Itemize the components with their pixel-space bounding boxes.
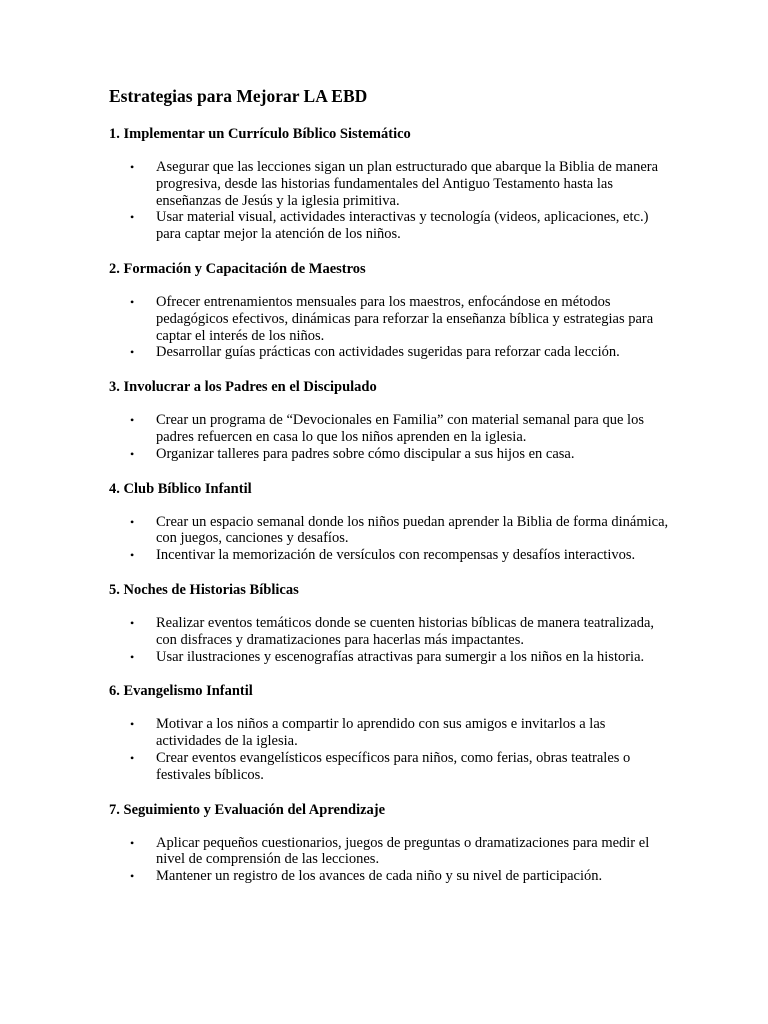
list-item-text: Aplicar pequeños cuestionarios, juegos de preguntas o dramatizaciones para medir el nivel de comprensión de las lecciones. [156,834,650,868]
bullet-icon: • [130,649,135,664]
bullet-list [109,294,669,361]
bullet-icon: • [130,294,135,309]
section-4 [109,480,669,564]
list-item-text: Incentivar la memorización de versículos con recompensas y desafíos interactivos. [156,547,636,564]
bullet-icon: • [130,514,135,529]
list-item [109,344,669,361]
bullet-icon: • [130,717,135,732]
list-item [109,835,669,869]
bullet-icon: • [130,413,135,428]
list-item [109,446,669,463]
bullet-list [109,412,669,462]
list-item [109,547,669,564]
bullet-icon: • [130,548,135,563]
list-item-text: Crear un programa de “Devocionales en Familia” con material semanal para que los padres refuercen en casa lo que los niños aprenden en la iglesia. [156,412,644,445]
list-item [109,649,669,666]
list-item-text: Crear un espacio semanal donde los niños puedan aprender la Biblia de forma dinámica, con juegos, canciones y desafíos. [156,513,669,547]
bullet-icon: • [130,345,135,360]
list-item-text: Usar material visual, actividades interactivas y tecnología (videos, aplicaciones, etc.) para captar mejor la atención de los niños. [156,209,649,243]
bullet-list [109,514,669,564]
list-item-text: Ofrecer entrenamientos mensuales para los maestros, enfocándose en métodos pedagógicos efectivos, dinámicas para reforzar la enseñanza bíblica y estrategias para captar el interés de los niños. [156,293,654,344]
section-heading: 1. Implementar un Currículo Bíblico Sistemático [109,126,411,142]
section-heading: 4. Club Bíblico Infantil [109,480,252,497]
section-1 [109,125,669,243]
document-title: Estrategias para Mejorar LA EBD [109,86,368,106]
list-item-text: Motivar a los niños a compartir lo aprendido con sus amigos e invitarlos a las actividades de la iglesia. [156,716,606,750]
list-item-text: Mantener un registro de los avances de cada niño y su nivel de participación. [156,868,603,885]
bullet-icon: • [130,869,135,884]
section-3 [109,378,669,462]
list-item [109,514,669,548]
list-item-text: Organizar talleres para padres sobre cómo discipular a sus hijos en casa. [156,445,575,462]
bullet-list [109,716,669,783]
list-item [109,209,669,243]
list-item-text: Realizar eventos temáticos donde se cuenten historias bíblicas de manera teatralizada, con disfraces y dramatizaciones para hacerlas más impactantes. [156,614,655,648]
section-2 [109,260,669,361]
list-item [109,159,669,209]
list-item [109,750,669,784]
list-item-text: Usar ilustraciones y escenografías atractivas para sumergir a los niños en la historia. [156,648,645,665]
bullet-icon: • [130,446,135,461]
document-page [109,85,669,902]
list-item-text: Crear eventos evangelísticos específicos para niños, como ferias, obras teatrales o festivales bíblicos. [156,749,631,783]
list-item-text: Asegurar que las lecciones sigan un plan estructurado que abarque la Biblia de manera progresiva, desde las historias fundamentales del Antiguo Testamento hasta las enseñanzas de Jesús y la iglesia primitiva. [156,159,659,209]
bullet-icon: • [130,615,135,630]
bullet-icon: • [130,750,135,765]
bullet-list [109,615,669,665]
section-heading: 6. Evangelismo Infantil [109,683,253,700]
bullet-icon: • [130,835,135,850]
section-5 [109,581,669,665]
list-item-text: Desarrollar guías prácticas con actividades sugeridas para reforzar cada lección. [156,344,620,361]
section-6 [109,682,669,783]
list-item [109,868,669,885]
section-heading: 5. Noches de Historias Bíblicas [109,581,299,598]
section-7 [109,801,669,885]
list-item [109,294,669,344]
section-heading: 7. Seguimiento y Evaluación del Aprendizaje [109,801,386,818]
section-heading: 3. Involucrar a los Padres en el Discipulado [109,379,377,396]
list-item [109,716,669,750]
bullet-icon: • [130,210,135,225]
section-heading: 2. Formación y Capacitación de Maestros [109,260,366,277]
list-item [109,412,669,446]
list-item [109,615,669,649]
bullet-list [109,159,669,243]
bullet-list [109,835,669,885]
bullet-icon: • [130,160,135,174]
